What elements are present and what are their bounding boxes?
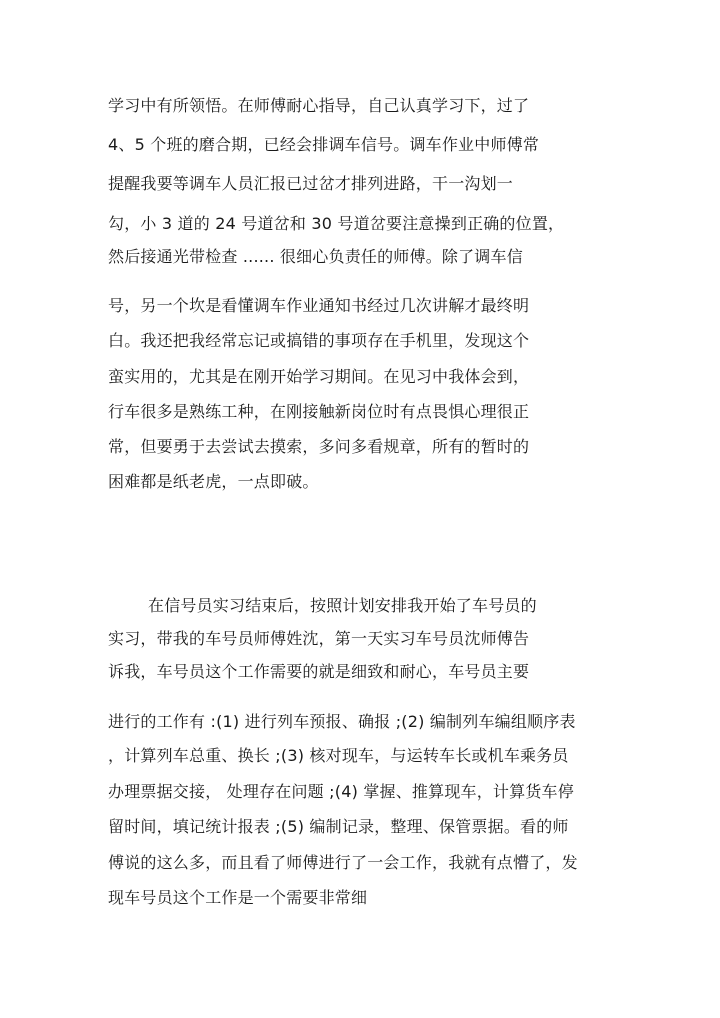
text-line: 号，另一个坎是看懂调车作业通知书经过几次讲解才最终明 bbox=[108, 296, 530, 315]
text-line: 蛮实用的，尤其是在刚开始学习期间。在见习中我体会到， bbox=[108, 367, 530, 386]
text-line: 勾，小 3 道的 24 号道岔和 30 号道岔要注意操到正确的位置， bbox=[108, 214, 565, 233]
text-line: 4、5 个班的磨合期，已经会排调车信号。调车作业中师傅常 bbox=[108, 135, 540, 154]
text-line: 然后接通光带检查 ...... 很细心负责任的师傅。除了调车信 bbox=[108, 247, 523, 266]
text-line: 在信号员实习结束后，按照计划安排我开始了车号员的 bbox=[148, 596, 537, 615]
text-line: ，计算列车总重、换长 ;(3) 核对现车，与运转车长或机车乘务员 bbox=[108, 746, 569, 765]
text-line: 留时间，填记统计报表 ;(5) 编制记录，整理、保管票据。看的师 bbox=[108, 817, 569, 836]
text-line: 学习中有所领悟。在师傅耐心指导，自己认真学习下，过了 bbox=[108, 96, 530, 115]
text-line: 傅说的这么多，而且看了师傅进行了一会工作，我就有点懵了，发 bbox=[108, 853, 578, 872]
text-line: 进行的工作有 :(1) 进行列车预报、确报 ;(2) 编制列车编组顺序表 bbox=[108, 712, 576, 731]
text-line: 行车很多是熟练工种，在刚接触新岗位时有点畏惧心理很正 bbox=[108, 402, 530, 421]
text-line: 实习，带我的车号员师傅姓沈，第一天实习车号员沈师傅告 bbox=[108, 629, 530, 648]
text-line: 办理票据交接， 处理存在问题 ;(4) 掌握、推算现车，计算货车停 bbox=[108, 782, 574, 801]
text-line: 现车号员这个工作是一个需要非常细 bbox=[108, 888, 368, 907]
text-line: 白。我还把我经常忘记或搞错的事项存在手机里，发现这个 bbox=[108, 331, 530, 350]
text-line: 困难都是纸老虎，一点即破。 bbox=[108, 472, 319, 491]
text-line: 常，但要勇于去尝试去摸索，多问多看规章，所有的暂时的 bbox=[108, 437, 530, 456]
text-line: 提醒我要等调车人员汇报已过岔才排列进路，干一沟划一 bbox=[108, 174, 514, 193]
text-line: 诉我，车号员这个工作需要的就是细致和耐心，车号员主要 bbox=[108, 662, 530, 681]
